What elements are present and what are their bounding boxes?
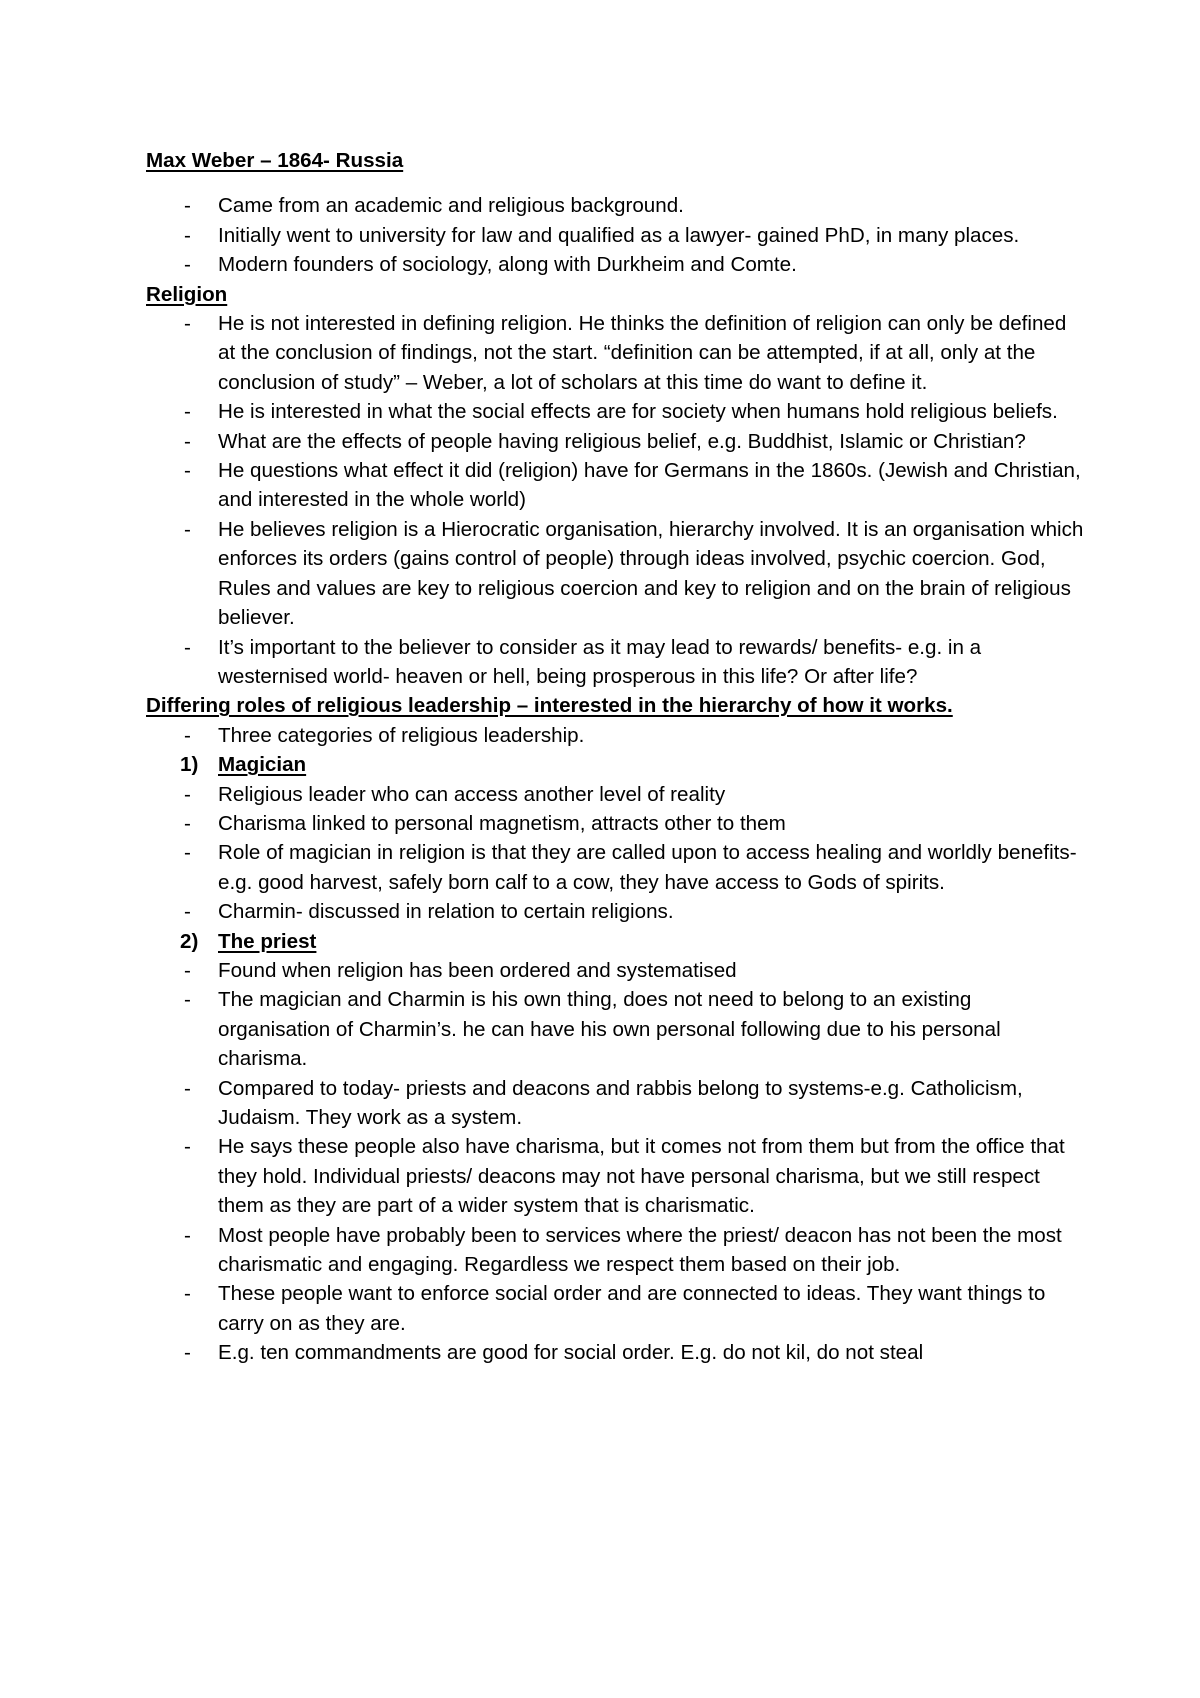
list-item: - He is interested in what the social effects are for society when humans hold religious beliefs. xyxy=(146,397,1086,426)
subheading-priest xyxy=(146,927,1086,956)
priest-list xyxy=(146,956,1086,1368)
list-item: - It’s important to the believer to consider as it may lead to rewards/ benefits- e.g. in a westernised world- heaven or hell, being prosperous in this life? Or after life? xyxy=(146,633,1086,692)
section-heading-religion: Religion xyxy=(146,282,228,306)
section-heading-leadership: Differing roles of religious leadership – interested in the hierarchy of how it works. xyxy=(146,694,953,718)
subheading-magician xyxy=(146,750,1086,779)
page-title: Max Weber – 1864- Russia xyxy=(146,149,404,172)
list-item: - Three categories of religious leadership. xyxy=(146,721,1086,750)
list-item: - He is not interested in defining religion. He thinks the definition of religion can only be defined at the conclusion of findings, not the start. “definition can be attempted, if at all, only at the conclusion of study” – Weber, a lot of scholars at this time do want to define it. xyxy=(146,309,1086,397)
document-body xyxy=(146,146,1086,1368)
subheading-number: 1) xyxy=(180,753,199,777)
list-item: - He believes religion is a Hierocratic organisation, hierarchy involved. It is an organisation which enforces its orders (gains control of people) through ideas involved, psychic coercion. God, Rules and values are key to religious coercion and key to religion and on the brain of religious believer. xyxy=(146,515,1086,633)
list-item: - These people want to enforce social order and are connected to ideas. They want things to carry on as they are. xyxy=(146,1279,1086,1338)
list-item: - E.g. ten commandments are good for social order. E.g. do not kil, do not steal xyxy=(146,1338,1086,1367)
subheading-number: 2) xyxy=(180,929,199,953)
list-item: - Came from an academic and religious background. xyxy=(146,191,1086,220)
list-item: - He says these people also have charisma, but it comes not from them but from the office that they hold. Individual priests/ deacons may not have personal charisma, but we still respect them as they are part of a wider system that is charismatic. xyxy=(146,1132,1086,1220)
spacer xyxy=(146,175,1086,191)
intro-list xyxy=(146,191,1086,279)
list-item: - Charmin- discussed in relation to certain religions. xyxy=(146,897,1086,926)
list-item: - Charisma linked to personal magnetism, attracts other to them xyxy=(146,809,1086,838)
list-item: - Compared to today- priests and deacons and rabbis belong to systems-e.g. Catholicism, Judaism. They work as a system. xyxy=(146,1074,1086,1133)
list-item: - Initially went to university for law and qualified as a lawyer- gained PhD, in many places. xyxy=(146,221,1086,250)
list-item: - The magician and Charmin is his own thing, does not need to belong to an existing organisation of Charmin’s. he can have his own personal following due to his personal charisma. xyxy=(146,985,1086,1073)
list-item: - Found when religion has been ordered and systematised xyxy=(146,956,1086,985)
list-item: - He questions what effect it did (religion) have for Germans in the 1860s. (Jewish and Christian, and interested in the whole world) xyxy=(146,456,1086,515)
leadership-intro-list xyxy=(146,721,1086,750)
list-item: - What are the effects of people having religious belief, e.g. Buddhist, Islamic or Christian? xyxy=(146,427,1086,456)
subheading-label: Magician xyxy=(218,753,307,777)
magician-list xyxy=(146,780,1086,927)
religion-list xyxy=(146,309,1086,691)
list-item: - Role of magician in religion is that they are called upon to access healing and worldly benefits- e.g. good harvest, safely born calf to a cow, they have access to Gods of spirits. xyxy=(146,838,1086,897)
list-item: - Most people have probably been to services where the priest/ deacon has not been the most charismatic and engaging. Regardless we respect them based on their job. xyxy=(146,1221,1086,1280)
list-item: - Religious leader who can access another level of reality xyxy=(146,780,1086,809)
subheading-label: The priest xyxy=(218,929,317,953)
list-item: - Modern founders of sociology, along with Durkheim and Comte. xyxy=(146,250,1086,279)
